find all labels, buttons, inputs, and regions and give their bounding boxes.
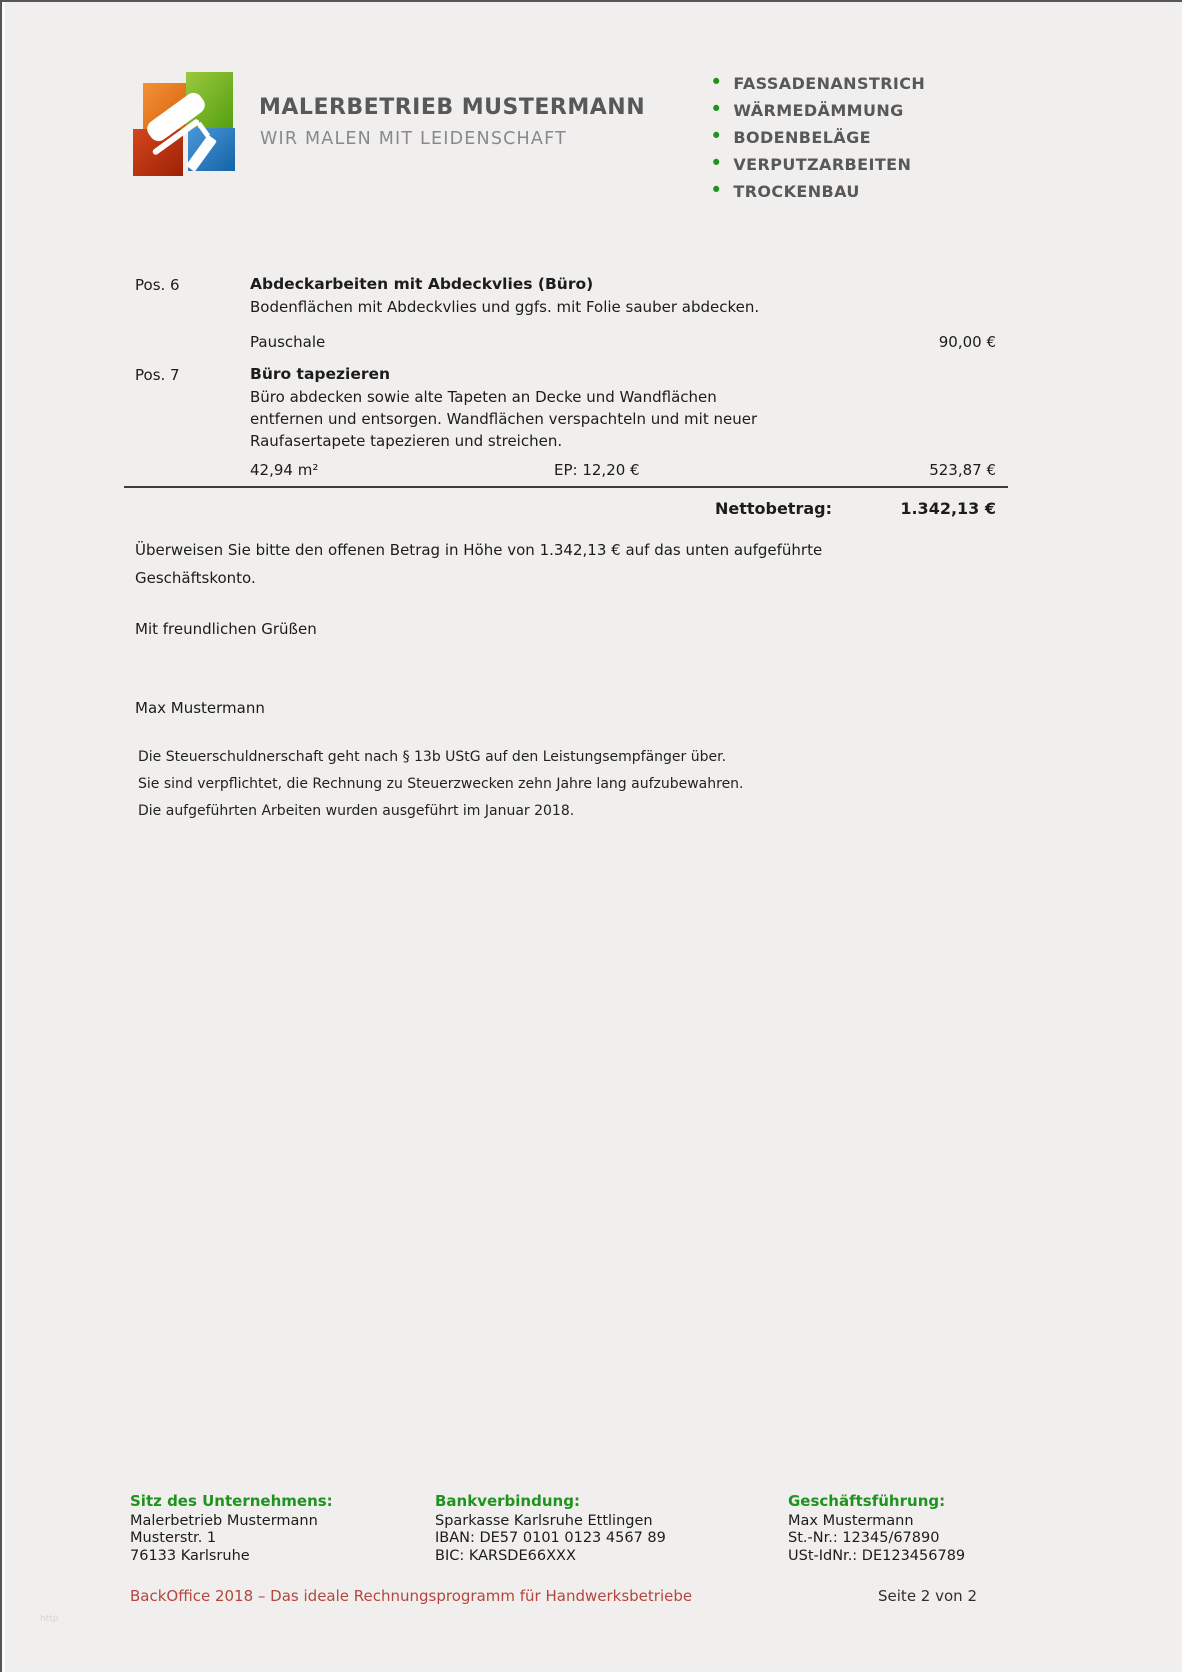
- footer-line: 76133 Karlsruhe: [130, 1547, 250, 1564]
- services-list: [710, 70, 925, 205]
- paint-roller-icon: [122, 66, 242, 178]
- item-unit-price: EP: 12,20 €: [554, 461, 640, 479]
- net-total-amount: 1.342,13 €: [900, 499, 996, 518]
- footer-line: BIC: KARSDE66XXX: [435, 1547, 576, 1564]
- legal-note-line: Sie sind verpflichtet, die Rechnung zu Steuerzwecken zehn Jahre lang aufzubewahren.: [138, 776, 744, 792]
- footer-line: Max Mustermann: [788, 1512, 914, 1529]
- company-logo: [122, 66, 242, 182]
- footer-company-column: [130, 1493, 333, 1565]
- item-title: Abdeckarbeiten mit Abdeckvlies (Büro): [250, 275, 594, 293]
- company-name: MALERBETRIEB MUSTERMANN: [259, 95, 646, 120]
- bullet-icon: •: [710, 178, 723, 202]
- footer-line: IBAN: DE57 0101 0123 4567 89: [435, 1530, 666, 1546]
- legal-note-line: Die aufgeführten Arbeiten wurden ausgeführt im Januar 2018.: [138, 803, 575, 819]
- footer-line: USt-IdNr.: DE123456789: [788, 1547, 966, 1564]
- item-pos-label: Pos. 7: [135, 366, 180, 384]
- item-description-line: entfernen und entsorgen. Wandflächen verspachteln und mit neuer: [250, 410, 758, 428]
- footer-line: Musterstr. 1: [130, 1530, 217, 1546]
- software-promo-text: BackOffice 2018 – Das ideale Rechnungsprogramm für Handwerksbetriebe: [130, 1587, 693, 1605]
- footer-column-heading: Bankverbindung:: [435, 1492, 580, 1510]
- item-description-line: Büro abdecken sowie alte Tapeten an Decke und Wandflächen: [250, 388, 717, 406]
- service-item: [710, 151, 925, 178]
- footer-bank-column: [435, 1493, 666, 1565]
- total-divider: [124, 486, 1008, 488]
- page-number: Seite 2 von 2: [878, 1587, 977, 1605]
- closing-line: Mit freundlichen Grüßen: [135, 620, 317, 638]
- bullet-icon: •: [710, 97, 723, 121]
- service-label: WÄRMEDÄMMUNG: [733, 101, 904, 120]
- payment-note-line: Überweisen Sie bitte den offenen Betrag in Höhe von 1.342,13 € auf das unten aufgeführte: [135, 541, 823, 559]
- signature-name: Max Mustermann: [135, 699, 265, 717]
- service-item: [710, 124, 925, 151]
- corner-watermark: http: [40, 1614, 59, 1624]
- footer-column-heading: Sitz des Unternehmens:: [130, 1492, 333, 1510]
- service-item: [710, 178, 925, 205]
- footer-line: St.-Nr.: 12345/67890: [788, 1530, 940, 1546]
- footer-line: Malerbetrieb Mustermann: [130, 1512, 318, 1529]
- service-label: FASSADENANSTRICH: [733, 74, 926, 93]
- payment-note-line: Geschäftskonto.: [135, 569, 256, 587]
- item-title: Büro tapezieren: [250, 365, 391, 383]
- bullet-icon: •: [710, 124, 723, 148]
- item-amount: 90,00 €: [938, 333, 996, 351]
- item-pos-label: Pos. 6: [135, 276, 180, 294]
- footer-management-column: [788, 1493, 965, 1565]
- company-tagline: WIR MALEN MIT LEIDENSCHAFT: [260, 129, 567, 149]
- item-description-line: Raufasertapete tapezieren und streichen.: [250, 432, 563, 450]
- footer-column-heading: Geschäftsführung:: [788, 1492, 946, 1510]
- net-total-label: Nettobetrag:: [714, 499, 832, 518]
- service-label: VERPUTZARBEITEN: [733, 155, 912, 174]
- bullet-icon: •: [710, 70, 723, 94]
- bullet-icon: •: [710, 151, 723, 175]
- item-amount: 523,87 €: [929, 461, 996, 479]
- footer-line: Sparkasse Karlsruhe Ettlingen: [435, 1512, 653, 1529]
- item-quantity: 42,94 m²: [250, 461, 319, 479]
- service-item: [710, 97, 925, 124]
- service-label: TROCKENBAU: [733, 182, 860, 201]
- item-quantity: Pauschale: [250, 333, 326, 351]
- service-label: BODENBELÄGE: [733, 128, 871, 147]
- item-description-line: Bodenflächen mit Abdeckvlies und ggfs. mit Folie sauber abdecken.: [250, 298, 760, 316]
- service-item: [710, 70, 925, 97]
- legal-note-line: Die Steuerschuldnerschaft geht nach § 13b UStG auf den Leistungsempfänger über.: [138, 749, 727, 765]
